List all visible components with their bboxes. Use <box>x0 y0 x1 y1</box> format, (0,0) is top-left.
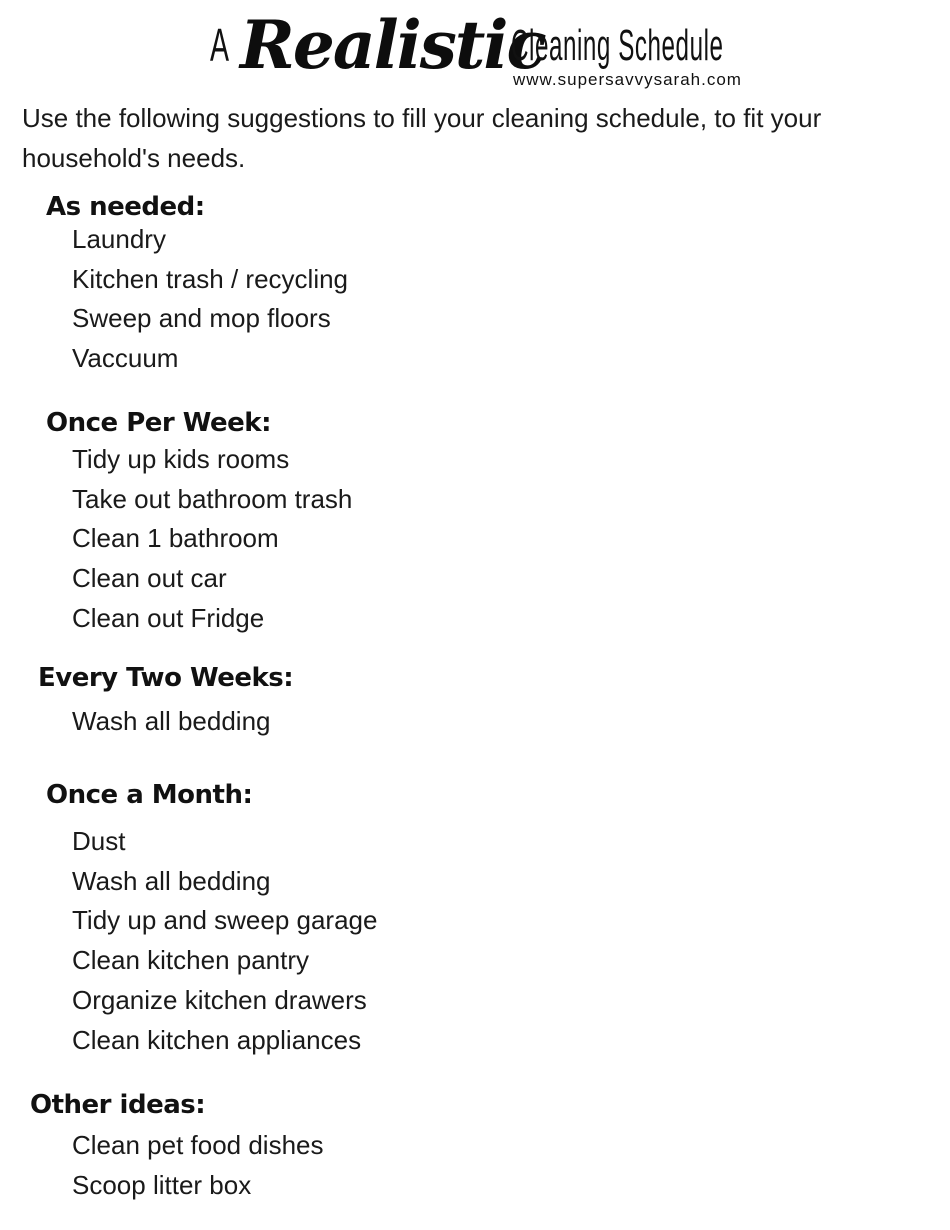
section-heading-as-needed: As needed: <box>46 192 205 222</box>
list-item: Tidy up kids rooms <box>72 444 290 474</box>
list-item: Clean out Fridge <box>72 602 265 633</box>
section-heading-every-two-weeks: Every Two Weeks: <box>38 663 294 693</box>
title-script-word: Realistic <box>240 6 545 84</box>
list-item: Dust <box>72 826 126 856</box>
list-item: Sweep and mop floors <box>72 303 331 334</box>
section-heading-once-a-month: Once a Month: <box>46 780 253 810</box>
section-heading-once-per-week: Once Per Week: <box>46 408 271 438</box>
list-item: Wash all bedding <box>72 865 271 896</box>
list-item: Take out bathroom trash <box>72 483 353 514</box>
list-once-a-month <box>72 822 377 1060</box>
list-item: Clean 1 bathroom <box>72 523 279 554</box>
title-prefix: A <box>210 19 230 71</box>
list-every-two-weeks <box>72 702 271 742</box>
list-as-needed <box>72 220 348 379</box>
page-header <box>0 0 950 98</box>
list-item: Kitchen trash / recycling <box>72 263 349 294</box>
intro-text: Use the following suggestions to fill your cleaning schedule, to fit your household's needs. <box>22 103 822 173</box>
title-rest: Cleaning Schedule <box>511 21 724 70</box>
section-heading-other-ideas: Other ideas: <box>30 1090 206 1120</box>
list-once-per-week <box>72 440 352 639</box>
list-other-ideas <box>72 1126 324 1205</box>
list-item: Scoop litter box <box>72 1169 252 1200</box>
list-item: Organize kitchen drawers <box>72 984 367 1015</box>
list-item: Wash all bedding <box>72 706 271 736</box>
list-item: Clean pet food dishes <box>72 1130 324 1160</box>
list-item: Tidy up and sweep garage <box>72 905 378 936</box>
website-url: www.supersavvysarah.com <box>513 70 742 89</box>
list-item: Clean out car <box>72 563 227 594</box>
list-item: Clean kitchen pantry <box>72 945 310 976</box>
list-item: Clean kitchen appliances <box>72 1024 362 1055</box>
list-item: Vaccuum <box>72 343 179 374</box>
list-item: Laundry <box>72 224 166 254</box>
